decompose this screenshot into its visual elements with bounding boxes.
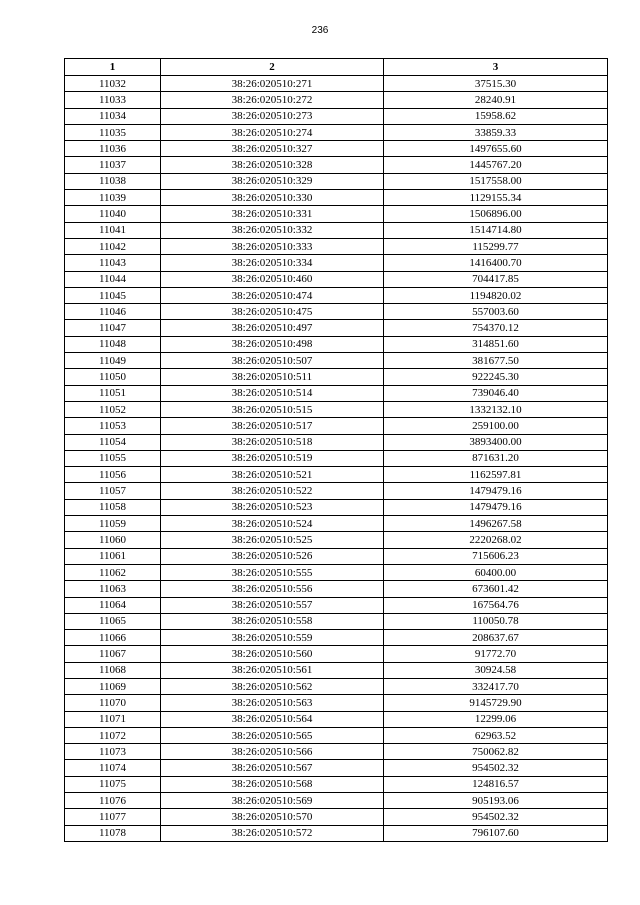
value-cell: 1497655.60 bbox=[384, 141, 608, 157]
row-number-cell: 11051 bbox=[65, 385, 161, 401]
table-row bbox=[65, 320, 608, 336]
table-row bbox=[65, 173, 608, 189]
table-row bbox=[65, 483, 608, 499]
row-number-cell: 11078 bbox=[65, 825, 161, 841]
cadastral-number-cell: 38:26:020510:475 bbox=[161, 304, 384, 320]
value-cell: 1506896.00 bbox=[384, 206, 608, 222]
cadastral-number-cell: 38:26:020510:569 bbox=[161, 793, 384, 809]
cadastral-number-cell: 38:26:020510:517 bbox=[161, 418, 384, 434]
table-row bbox=[65, 499, 608, 515]
cadastral-number-cell: 38:26:020510:556 bbox=[161, 581, 384, 597]
value-cell: 754370.12 bbox=[384, 320, 608, 336]
cadastral-number-cell: 38:26:020510:560 bbox=[161, 646, 384, 662]
row-number-cell: 11038 bbox=[65, 173, 161, 189]
table-row bbox=[65, 238, 608, 254]
value-cell: 1445767.20 bbox=[384, 157, 608, 173]
row-number-cell: 11054 bbox=[65, 434, 161, 450]
row-number-cell: 11062 bbox=[65, 564, 161, 580]
row-number-cell: 11067 bbox=[65, 646, 161, 662]
table-row bbox=[65, 271, 608, 287]
value-cell: 60400.00 bbox=[384, 564, 608, 580]
cadastral-number-cell: 38:26:020510:331 bbox=[161, 206, 384, 222]
header-cell-2: 2 bbox=[161, 59, 384, 76]
row-number-cell: 11047 bbox=[65, 320, 161, 336]
row-number-cell: 11070 bbox=[65, 695, 161, 711]
value-cell: 557003.60 bbox=[384, 304, 608, 320]
cadastral-number-cell: 38:26:020510:557 bbox=[161, 597, 384, 613]
cadastral-number-cell: 38:26:020510:563 bbox=[161, 695, 384, 711]
table-row bbox=[65, 434, 608, 450]
row-number-cell: 11050 bbox=[65, 369, 161, 385]
value-cell: 115299.77 bbox=[384, 238, 608, 254]
value-cell: 715606.23 bbox=[384, 548, 608, 564]
row-number-cell: 11042 bbox=[65, 238, 161, 254]
value-cell: 37515.30 bbox=[384, 76, 608, 92]
row-number-cell: 11065 bbox=[65, 613, 161, 629]
row-number-cell: 11039 bbox=[65, 190, 161, 206]
value-cell: 673601.42 bbox=[384, 581, 608, 597]
table-row bbox=[65, 695, 608, 711]
row-number-cell: 11036 bbox=[65, 141, 161, 157]
row-number-cell: 11064 bbox=[65, 597, 161, 613]
row-number-cell: 11075 bbox=[65, 776, 161, 792]
table-row bbox=[65, 744, 608, 760]
table-row bbox=[65, 287, 608, 303]
value-cell: 208637.67 bbox=[384, 630, 608, 646]
value-cell: 954502.32 bbox=[384, 760, 608, 776]
value-cell: 15958.62 bbox=[384, 108, 608, 124]
data-table bbox=[64, 58, 608, 842]
cadastral-number-cell: 38:26:020510:567 bbox=[161, 760, 384, 776]
row-number-cell: 11032 bbox=[65, 76, 161, 92]
value-cell: 33859.33 bbox=[384, 124, 608, 140]
row-number-cell: 11072 bbox=[65, 727, 161, 743]
value-cell: 1479479.16 bbox=[384, 483, 608, 499]
value-cell: 2220268.02 bbox=[384, 532, 608, 548]
cadastral-number-cell: 38:26:020510:572 bbox=[161, 825, 384, 841]
value-cell: 259100.00 bbox=[384, 418, 608, 434]
value-cell: 1514714.80 bbox=[384, 222, 608, 238]
row-number-cell: 11063 bbox=[65, 581, 161, 597]
table-row bbox=[65, 385, 608, 401]
cadastral-number-cell: 38:26:020510:565 bbox=[161, 727, 384, 743]
value-cell: 124816.57 bbox=[384, 776, 608, 792]
cadastral-number-cell: 38:26:020510:564 bbox=[161, 711, 384, 727]
value-cell: 314851.60 bbox=[384, 336, 608, 352]
table-row bbox=[65, 92, 608, 108]
value-cell: 110050.78 bbox=[384, 613, 608, 629]
table-row bbox=[65, 793, 608, 809]
row-number-cell: 11040 bbox=[65, 206, 161, 222]
value-cell: 381677.50 bbox=[384, 353, 608, 369]
table-row bbox=[65, 353, 608, 369]
table-row bbox=[65, 646, 608, 662]
cadastral-number-cell: 38:26:020510:507 bbox=[161, 353, 384, 369]
row-number-cell: 11043 bbox=[65, 255, 161, 271]
cadastral-number-cell: 38:26:020510:558 bbox=[161, 613, 384, 629]
cadastral-number-cell: 38:26:020510:514 bbox=[161, 385, 384, 401]
table-row bbox=[65, 157, 608, 173]
cadastral-number-cell: 38:26:020510:273 bbox=[161, 108, 384, 124]
value-cell: 332417.70 bbox=[384, 678, 608, 694]
cadastral-number-cell: 38:26:020510:566 bbox=[161, 744, 384, 760]
cadastral-number-cell: 38:26:020510:330 bbox=[161, 190, 384, 206]
cadastral-number-cell: 38:26:020510:497 bbox=[161, 320, 384, 336]
table-row bbox=[65, 190, 608, 206]
cadastral-number-cell: 38:26:020510:332 bbox=[161, 222, 384, 238]
table-row bbox=[65, 711, 608, 727]
cadastral-number-cell: 38:26:020510:525 bbox=[161, 532, 384, 548]
cadastral-number-cell: 38:26:020510:328 bbox=[161, 157, 384, 173]
value-cell: 1162597.81 bbox=[384, 467, 608, 483]
cadastral-number-cell: 38:26:020510:474 bbox=[161, 287, 384, 303]
cadastral-number-cell: 38:26:020510:559 bbox=[161, 630, 384, 646]
row-number-cell: 11069 bbox=[65, 678, 161, 694]
table-row bbox=[65, 825, 608, 841]
cadastral-number-cell: 38:26:020510:523 bbox=[161, 499, 384, 515]
table-row bbox=[65, 727, 608, 743]
cadastral-number-cell: 38:26:020510:272 bbox=[161, 92, 384, 108]
value-cell: 871631.20 bbox=[384, 450, 608, 466]
value-cell: 62963.52 bbox=[384, 727, 608, 743]
table-row bbox=[65, 809, 608, 825]
table-row bbox=[65, 401, 608, 417]
cadastral-number-cell: 38:26:020510:327 bbox=[161, 141, 384, 157]
table-row bbox=[65, 597, 608, 613]
row-number-cell: 11037 bbox=[65, 157, 161, 173]
cadastral-number-cell: 38:26:020510:271 bbox=[161, 76, 384, 92]
value-cell: 1517558.00 bbox=[384, 173, 608, 189]
table-row bbox=[65, 369, 608, 385]
cadastral-number-cell: 38:26:020510:329 bbox=[161, 173, 384, 189]
table-row bbox=[65, 516, 608, 532]
table-row bbox=[65, 108, 608, 124]
value-cell: 3893400.00 bbox=[384, 434, 608, 450]
cadastral-number-cell: 38:26:020510:460 bbox=[161, 271, 384, 287]
row-number-cell: 11049 bbox=[65, 353, 161, 369]
row-number-cell: 11033 bbox=[65, 92, 161, 108]
row-number-cell: 11068 bbox=[65, 662, 161, 678]
value-cell: 30924.58 bbox=[384, 662, 608, 678]
value-cell: 954502.32 bbox=[384, 809, 608, 825]
table-row bbox=[65, 662, 608, 678]
table-row bbox=[65, 613, 608, 629]
value-cell: 1479479.16 bbox=[384, 499, 608, 515]
value-cell: 12299.06 bbox=[384, 711, 608, 727]
value-cell: 905193.06 bbox=[384, 793, 608, 809]
row-number-cell: 11061 bbox=[65, 548, 161, 564]
cadastral-number-cell: 38:26:020510:515 bbox=[161, 401, 384, 417]
value-cell: 1332132.10 bbox=[384, 401, 608, 417]
table-row bbox=[65, 548, 608, 564]
row-number-cell: 11041 bbox=[65, 222, 161, 238]
value-cell: 704417.85 bbox=[384, 271, 608, 287]
value-cell: 1129155.34 bbox=[384, 190, 608, 206]
table-row bbox=[65, 124, 608, 140]
cadastral-number-cell: 38:26:020510:562 bbox=[161, 678, 384, 694]
cadastral-number-cell: 38:26:020510:526 bbox=[161, 548, 384, 564]
cadastral-number-cell: 38:26:020510:524 bbox=[161, 516, 384, 532]
row-number-cell: 11056 bbox=[65, 467, 161, 483]
table-row bbox=[65, 678, 608, 694]
row-number-cell: 11052 bbox=[65, 401, 161, 417]
cadastral-number-cell: 38:26:020510:519 bbox=[161, 450, 384, 466]
cadastral-number-cell: 38:26:020510:570 bbox=[161, 809, 384, 825]
header-cell-1: 1 bbox=[65, 59, 161, 76]
cadastral-number-cell: 38:26:020510:555 bbox=[161, 564, 384, 580]
value-cell: 1496267.58 bbox=[384, 516, 608, 532]
cadastral-number-cell: 38:26:020510:561 bbox=[161, 662, 384, 678]
table-row bbox=[65, 304, 608, 320]
table-header bbox=[65, 59, 608, 76]
row-number-cell: 11077 bbox=[65, 809, 161, 825]
cadastral-number-cell: 38:26:020510:521 bbox=[161, 467, 384, 483]
row-number-cell: 11035 bbox=[65, 124, 161, 140]
value-cell: 796107.60 bbox=[384, 825, 608, 841]
row-number-cell: 11055 bbox=[65, 450, 161, 466]
cadastral-number-cell: 38:26:020510:334 bbox=[161, 255, 384, 271]
row-number-cell: 11074 bbox=[65, 760, 161, 776]
cadastral-number-cell: 38:26:020510:333 bbox=[161, 238, 384, 254]
header-row bbox=[65, 59, 608, 76]
value-cell: 9145729.90 bbox=[384, 695, 608, 711]
row-number-cell: 11071 bbox=[65, 711, 161, 727]
cadastral-number-cell: 38:26:020510:274 bbox=[161, 124, 384, 140]
row-number-cell: 11060 bbox=[65, 532, 161, 548]
row-number-cell: 11034 bbox=[65, 108, 161, 124]
value-cell: 739046.40 bbox=[384, 385, 608, 401]
table-row bbox=[65, 467, 608, 483]
value-cell: 922245.30 bbox=[384, 369, 608, 385]
row-number-cell: 11059 bbox=[65, 516, 161, 532]
cadastral-number-cell: 38:26:020510:518 bbox=[161, 434, 384, 450]
table-row bbox=[65, 336, 608, 352]
row-number-cell: 11058 bbox=[65, 499, 161, 515]
header-cell-3: 3 bbox=[384, 59, 608, 76]
table-row bbox=[65, 532, 608, 548]
value-cell: 167564.76 bbox=[384, 597, 608, 613]
row-number-cell: 11066 bbox=[65, 630, 161, 646]
table-row bbox=[65, 776, 608, 792]
page-number: 236 bbox=[311, 25, 329, 36]
cadastral-number-cell: 38:26:020510:511 bbox=[161, 369, 384, 385]
row-number-cell: 11057 bbox=[65, 483, 161, 499]
row-number-cell: 11045 bbox=[65, 287, 161, 303]
row-number-cell: 11073 bbox=[65, 744, 161, 760]
table-row bbox=[65, 564, 608, 580]
table-row bbox=[65, 760, 608, 776]
cadastral-number-cell: 38:26:020510:522 bbox=[161, 483, 384, 499]
row-number-cell: 11076 bbox=[65, 793, 161, 809]
row-number-cell: 11048 bbox=[65, 336, 161, 352]
table-row bbox=[65, 630, 608, 646]
row-number-cell: 11053 bbox=[65, 418, 161, 434]
table-row bbox=[65, 206, 608, 222]
value-cell: 1416400.70 bbox=[384, 255, 608, 271]
table-row bbox=[65, 418, 608, 434]
table-row bbox=[65, 450, 608, 466]
row-number-cell: 11046 bbox=[65, 304, 161, 320]
table-row bbox=[65, 222, 608, 238]
row-number-cell: 11044 bbox=[65, 271, 161, 287]
table-row bbox=[65, 76, 608, 92]
value-cell: 1194820.02 bbox=[384, 287, 608, 303]
cadastral-number-cell: 38:26:020510:568 bbox=[161, 776, 384, 792]
table-row bbox=[65, 255, 608, 271]
value-cell: 28240.91 bbox=[384, 92, 608, 108]
table-body bbox=[65, 76, 608, 842]
table-row bbox=[65, 141, 608, 157]
value-cell: 750062.82 bbox=[384, 744, 608, 760]
value-cell: 91772.70 bbox=[384, 646, 608, 662]
cadastral-number-cell: 38:26:020510:498 bbox=[161, 336, 384, 352]
table-row bbox=[65, 581, 608, 597]
